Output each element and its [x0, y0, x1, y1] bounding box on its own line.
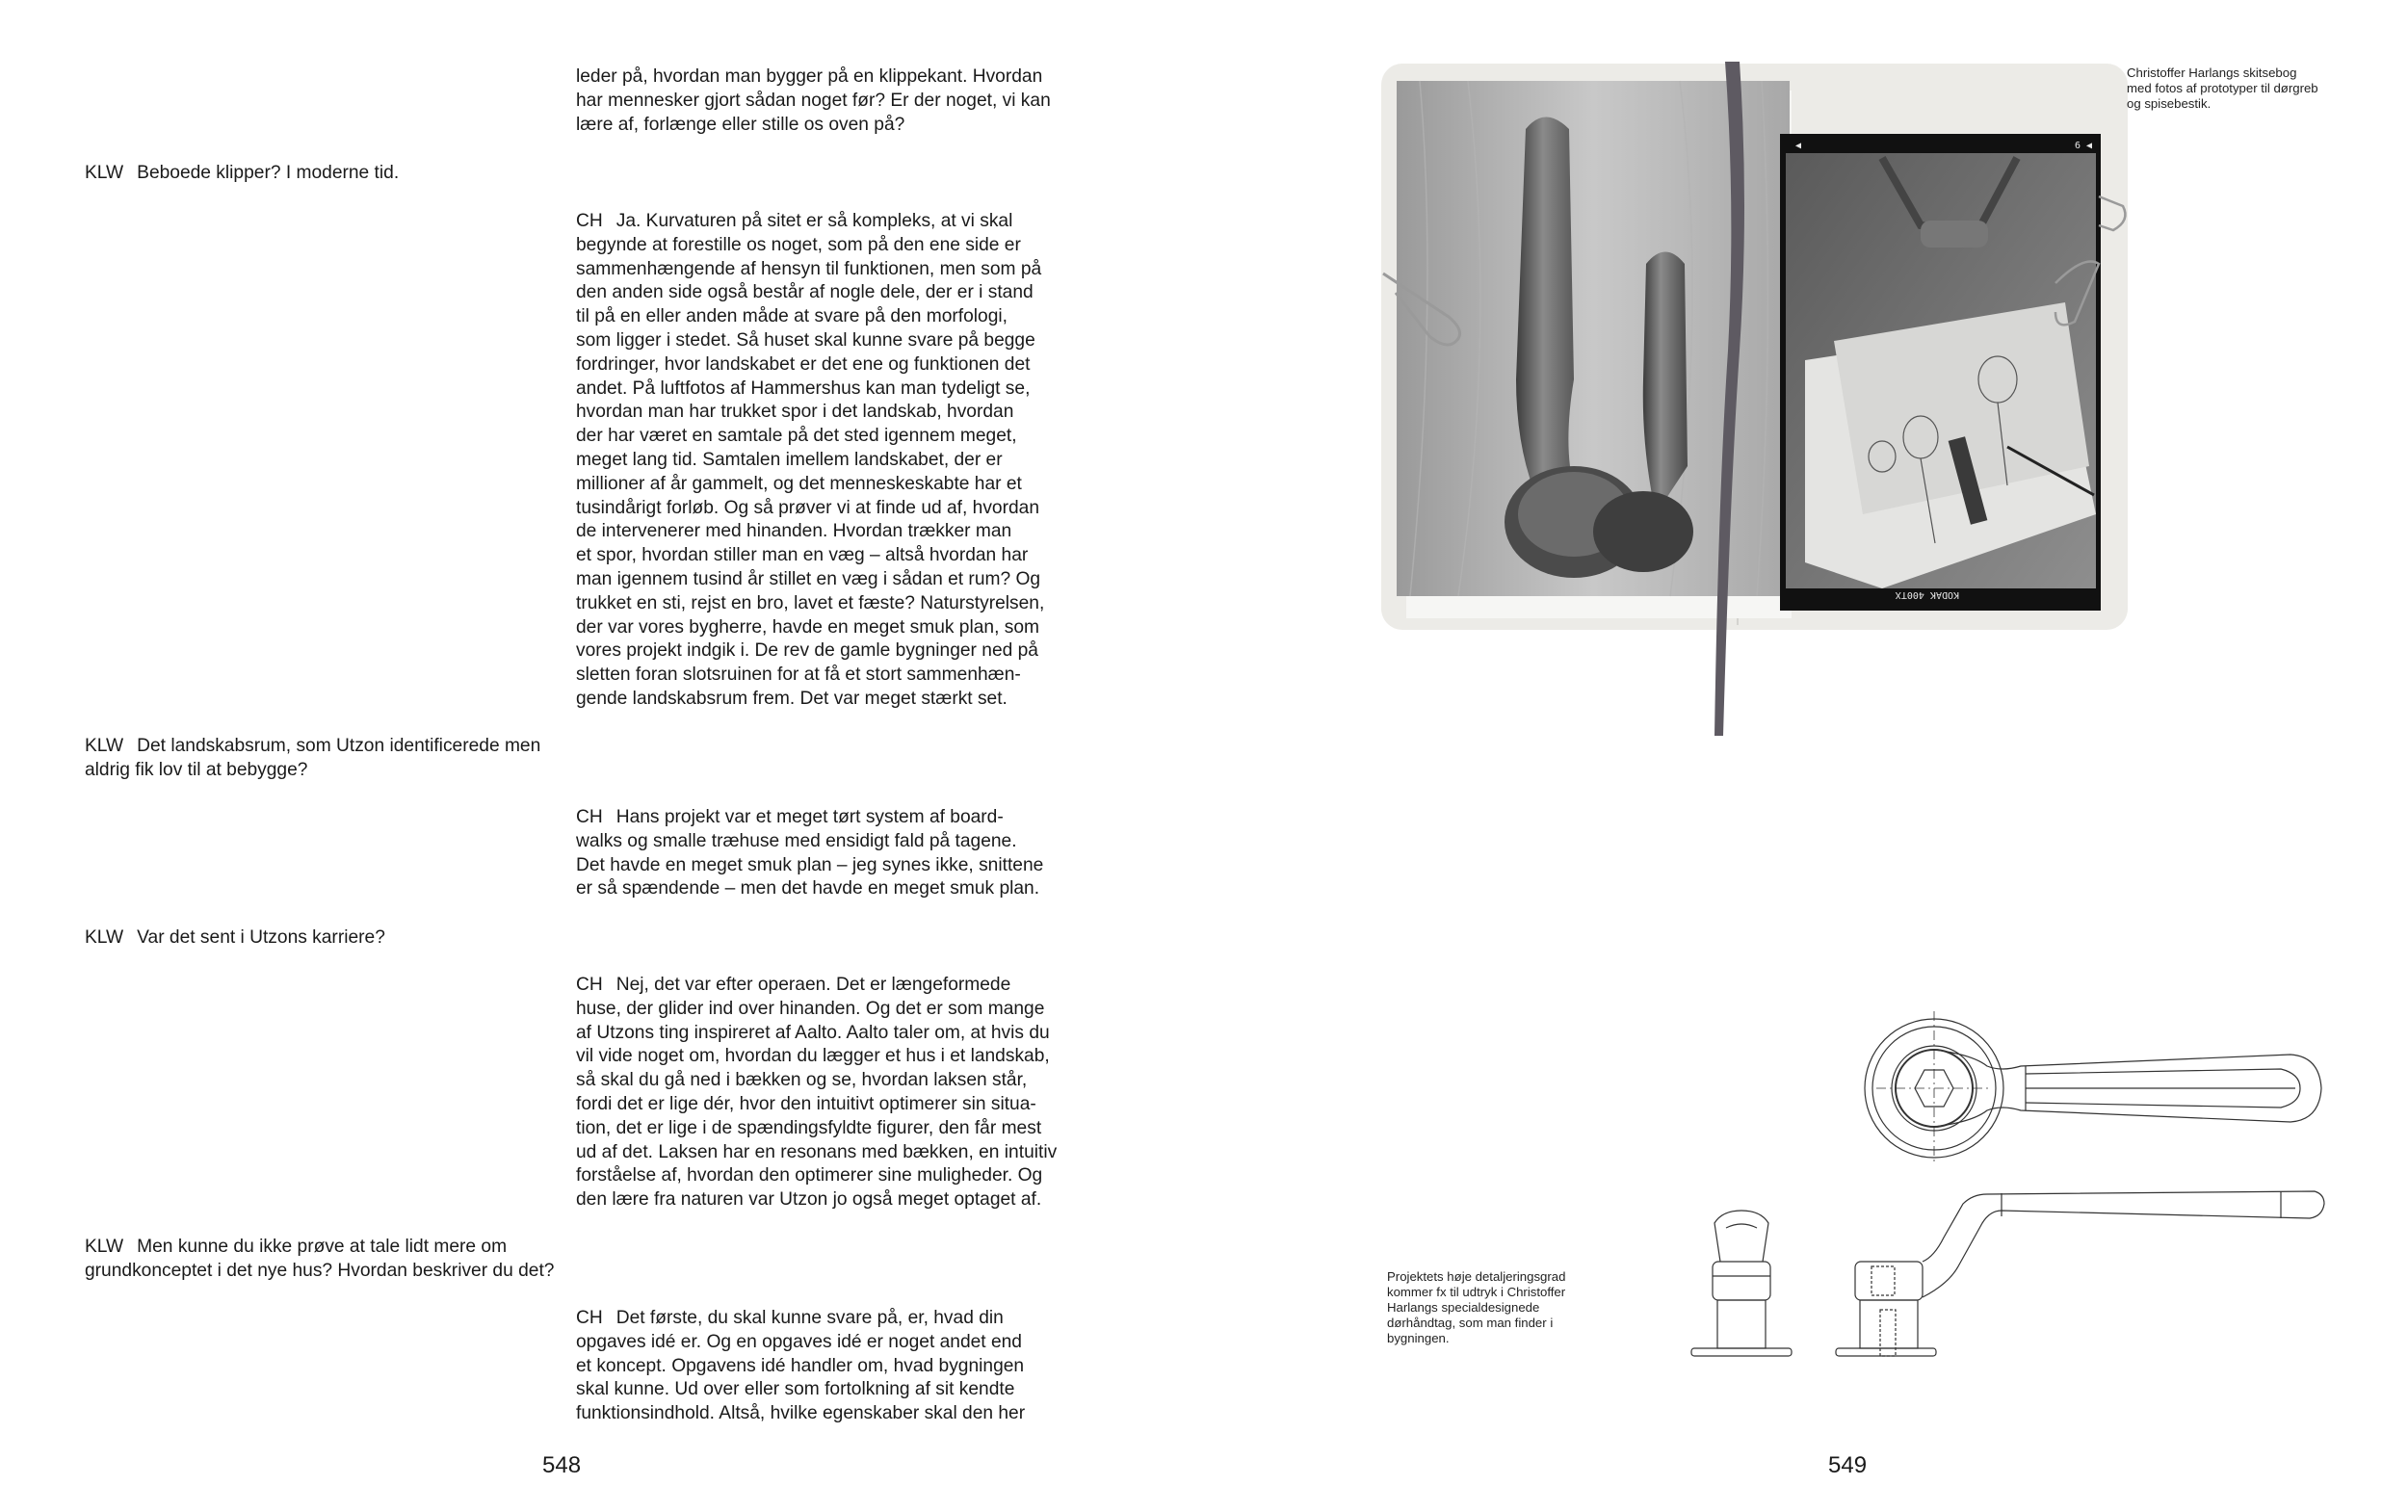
text-line: som ligger i stedet. Så huset skal kunne svare på begge: [576, 329, 1035, 351]
svg-text:6 ◀: 6 ◀: [2075, 141, 2093, 151]
text-line: til på en eller anden måde at svare på den morfologi,: [576, 306, 1008, 327]
speaker-label: CH: [576, 1308, 603, 1328]
text-line: trukket en sti, rejst en bro, lavet et fæste? Naturstyrelsen,: [576, 592, 1045, 613]
text-line: opgaves idé er. Og en opgaves idé er noget andet end: [576, 1331, 1022, 1352]
text-line: gende landskabsrum frem. Det var meget stærkt set.: [576, 688, 1008, 709]
text-line: funktionsindhold. Altså, hvilke egenskaber skal den her: [576, 1403, 1026, 1424]
speaker-label: CH: [576, 807, 603, 827]
text-line: så skal du gå ned i bækken og se, hvordan laksen står,: [576, 1070, 1028, 1091]
answer-block: [576, 806, 1058, 901]
text-line: et spor, hvordan stiller man en væg – altså hvordan har: [576, 545, 1029, 566]
text-line: leder på, hvordan man bygger på en klippekant. Hvordan: [576, 66, 1043, 87]
text-line: tusindårigt forløb. Og så prøver vi at finde ud af, hvordan: [576, 497, 1039, 518]
text-line: millioner af år gammelt, og det menneskeskabte har et: [576, 473, 1022, 494]
page-number-right: 549: [1828, 1452, 1868, 1478]
svg-text:◀: ◀: [1795, 141, 1802, 151]
text-line: Ja. Kurvaturen på sitet er så kompleks, at vi skal: [615, 211, 1013, 231]
text-line: af Utzons ting inspireret af Aalto. Aalto taler om, at hvis du: [576, 1022, 1050, 1043]
text-line: sletten foran slotsruinen for at få et stort sammenhæn-: [576, 665, 1021, 686]
text-line: Beboede klipper? I moderne tid.: [137, 163, 400, 183]
text-line: den lære fra naturen var Utzon jo også meget optaget af.: [576, 1189, 1042, 1211]
text-line: Det landskabsrum, som Utzon identificerede men: [137, 736, 541, 756]
door-handle-technical-drawing: [1645, 987, 2358, 1363]
answer-block: [576, 210, 1058, 712]
question-block: [85, 1236, 566, 1284]
sketchbook-photo: [1381, 62, 2133, 736]
text-line: vil vide noget om, hvordan du lægger et hus i et landskab,: [576, 1046, 1050, 1067]
text-line: forståelse af, hvordan den optimerer sine muligheder. Og: [576, 1165, 1043, 1186]
text-line: huse, der glider ind over hinanden. Og det er som mange: [576, 998, 1045, 1019]
text-line: aldrig fik lov til at bebygge?: [85, 759, 308, 780]
speaker-label: KLW: [85, 1237, 124, 1257]
text-line: har mennesker gjort sådan noget før? Er der noget, vi kan: [576, 90, 1051, 111]
speaker-label: CH: [576, 975, 603, 995]
question-block: [85, 735, 566, 783]
technical-drawing-image: [1645, 987, 2358, 1363]
text-line: andet. På luftfotos af Hammershus kan man tydeligt se,: [576, 378, 1031, 399]
photo-caption: Christoffer Harlangs skitsebog med fotos af prototyper til dørgreb og spisebestik.: [2127, 65, 2318, 111]
text-line: Det havde en meget smuk plan – jeg synes ikke, snittene: [576, 854, 1044, 875]
drawing-caption: Projektets høje detaljeringsgrad kommer fx til udtryk i Christoffer Harlangs specialdesignede dørhåndtag, som man finder i bygningen.: [1387, 1269, 1566, 1345]
text-line: der var vores bygherre, havde en meget smuk plan, som: [576, 616, 1039, 638]
sketchbook-photo-image: [1381, 62, 2133, 736]
text-line: Var det sent i Utzons karriere?: [137, 927, 385, 948]
text-line: Nej, det var efter operaen. Det er længeformede: [615, 975, 1011, 995]
text-line: et koncept. Opgavens idé handler om, hvad bygningen: [576, 1355, 1025, 1376]
text-line: fordringer, hvor landskabet er det ene og funktionen det: [576, 353, 1031, 375]
text-line: fordi det er lige dér, hvor den intuitivt optimerer sin situa-: [576, 1093, 1036, 1114]
question-block: [85, 926, 566, 951]
text-line: grundkonceptet i det nye hus? Hvordan beskriver du det?: [85, 1260, 555, 1281]
speaker-label: KLW: [85, 736, 124, 756]
text-line: meget lang tid. Samtalen imellem landskabet, der er: [576, 449, 1003, 470]
speaker-label: KLW: [85, 163, 124, 183]
speaker-label: KLW: [85, 927, 124, 948]
text-line: der har været en samtale på det sted igennem meget,: [576, 426, 1017, 447]
text-line: tion, det er lige i de spændingsfyldte figurer, den får mest: [576, 1117, 1042, 1138]
text-line: vores projekt indgik i. De rev de gamle bygninger ned på: [576, 640, 1038, 662]
film-edge-text: KODAK 400TX: [1895, 589, 1959, 600]
text-line: man igennem tusind år stillet en væg i sådan et rum? Og: [576, 568, 1041, 589]
answer-block: [576, 65, 1058, 137]
text-line: walks og smalle træhuse med ensidigt fald på tagene.: [576, 830, 1017, 851]
text-line: lære af, forlænge eller stille os oven på?: [576, 114, 905, 135]
question-block: [85, 162, 566, 186]
text-line: de intervenerer med hinanden. Hvordan trækker man: [576, 521, 1012, 542]
right-page: [1204, 0, 2408, 1512]
text-line: hvordan man har trukket spor i det landskab, hvordan: [576, 402, 1014, 423]
text-line: den anden side også består af nogle dele, der er i stand: [576, 282, 1034, 303]
text-line: Det første, du skal kunne svare på, er, hvad din: [615, 1308, 1004, 1328]
text-line: er så spændende – men det havde en meget smuk plan.: [576, 878, 1040, 899]
text-line: skal kunne. Ud over eller som fortolkning af sit kendte: [576, 1379, 1015, 1400]
speaker-label: CH: [576, 211, 603, 231]
text-line: sammenhængende af hensyn til funktionen, men som på: [576, 258, 1042, 279]
text-line: Hans projekt var et meget tørt system af board-: [615, 807, 1004, 827]
answer-block: [576, 974, 1058, 1212]
text-line: Men kunne du ikke prøve at tale lidt mere om: [137, 1237, 508, 1257]
page-number-left: 548: [542, 1452, 582, 1478]
text-line: ud af det. Laksen har en resonans med bækken, en intuitiv: [576, 1141, 1058, 1162]
answer-block: [576, 1307, 1058, 1426]
text-line: begynde at forestille os noget, som på den ene side er: [576, 234, 1021, 255]
